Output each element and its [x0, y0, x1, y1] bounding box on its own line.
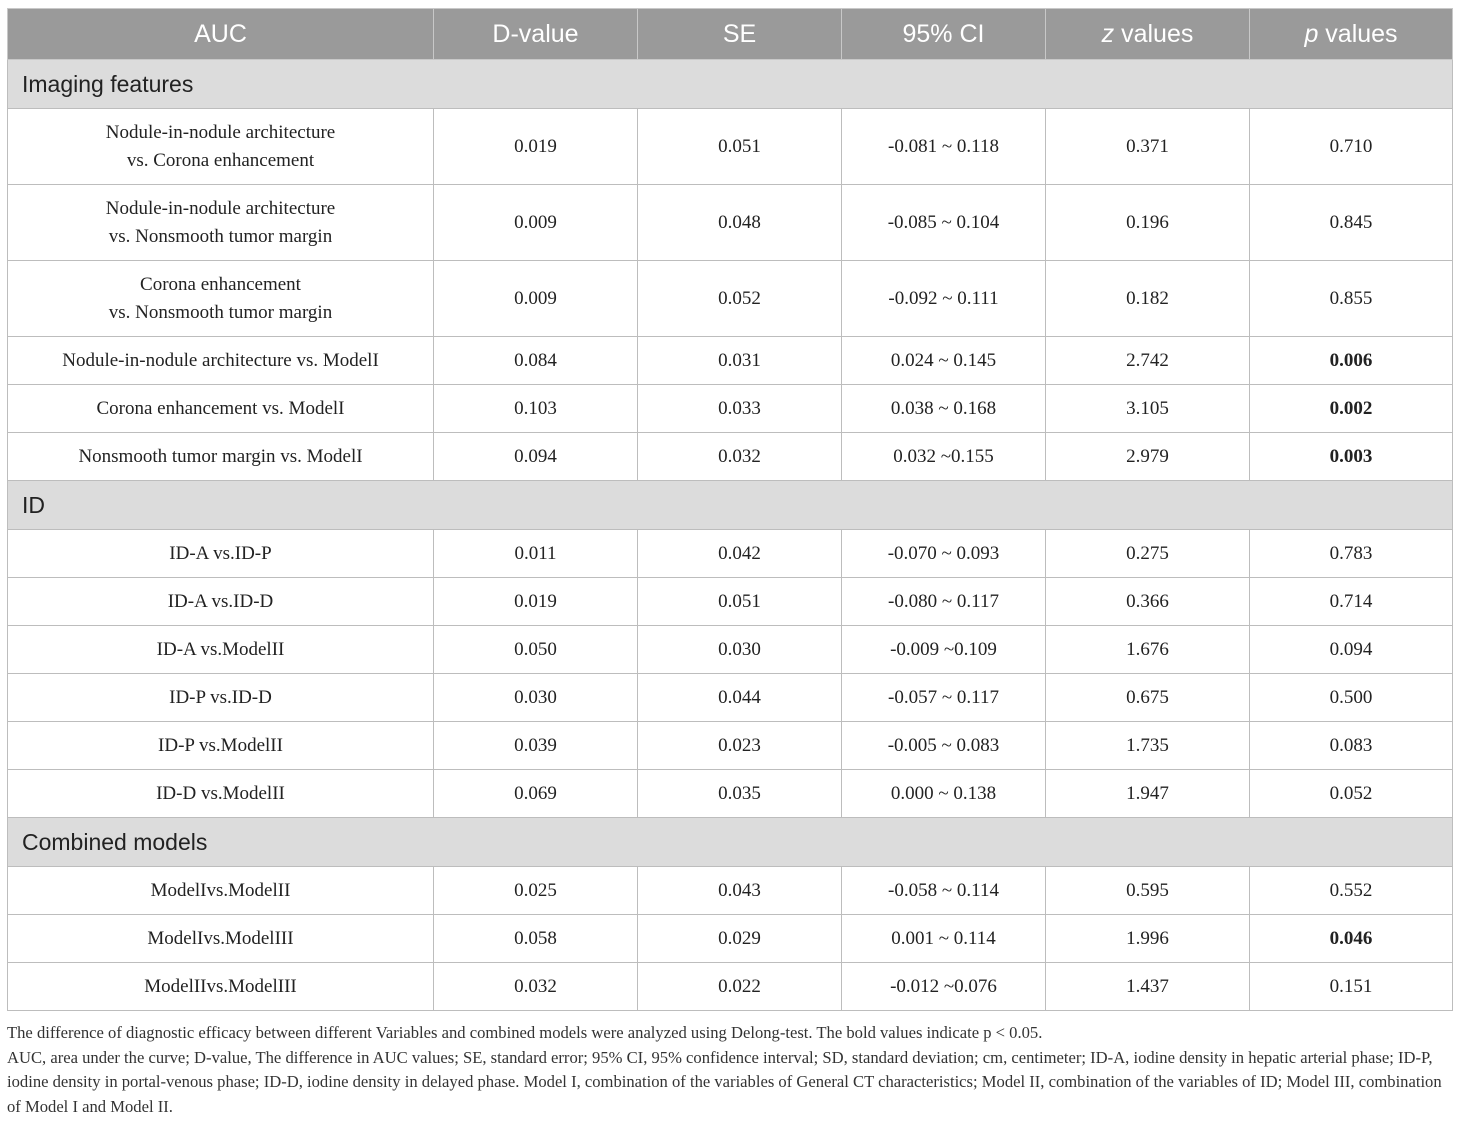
se-cell: 0.033: [638, 385, 842, 433]
comparison-cell: ModelIvs.ModelIII: [8, 915, 434, 963]
ci-cell: 0.032 ~0.155: [842, 433, 1046, 481]
ci-cell: -0.081 ~ 0.118: [842, 109, 1046, 185]
z-cell: 1.676: [1046, 626, 1250, 674]
se-cell: 0.052: [638, 261, 842, 337]
section-row: [8, 60, 1453, 109]
dvalue-cell: 0.030: [434, 674, 638, 722]
header-ci: 95% CI: [842, 9, 1046, 60]
p-cell-significant: [1250, 915, 1453, 963]
bold-p-value: 0.006: [1329, 349, 1373, 371]
se-cell: 0.044: [638, 674, 842, 722]
header-se: SE: [638, 9, 842, 60]
z-cell: 0.366: [1046, 578, 1250, 626]
comparison-line2: vs. Nonsmooth tumor margin: [108, 301, 333, 323]
z-cell: 3.105: [1046, 385, 1250, 433]
comparison-cell: ModelIIvs.ModelIII: [8, 963, 434, 1011]
z-cell: 0.182: [1046, 261, 1250, 337]
dvalue-cell: 0.009: [434, 185, 638, 261]
header-auc: AUC: [8, 9, 434, 60]
comparison-cell: ID-P vs.ID-D: [8, 674, 434, 722]
footnote-abbreviations: AUC, area under the curve; D-value, The difference in AUC values; SE, standard error; 95% CI, 95% confidence interval; SD, standard deviation; cm, centimeter; ID-A, iodine density in hepatic arterial phase; ID-P, iodine density in portal-venous phase; ID-D, iodine density in delayed phase. Model I, combination of the variables of General CT characteristics; Model II, combination of the variables of ID; Model III, combination of Model I and Model II.: [7, 1047, 1442, 1116]
dvalue-cell: 0.019: [434, 109, 638, 185]
table-row: [8, 770, 1453, 818]
table-row: [8, 385, 1453, 433]
p-cell-significant: [1250, 433, 1453, 481]
comparison-cell: ModelIvs.ModelII: [8, 867, 434, 915]
p-cell: 0.151: [1250, 963, 1453, 1011]
header-p-values: [1250, 9, 1453, 60]
table-row: [8, 915, 1453, 963]
p-cell: 0.783: [1250, 530, 1453, 578]
section-title: Combined models: [8, 818, 1453, 867]
dvalue-cell: 0.039: [434, 722, 638, 770]
dvalue-cell: 0.025: [434, 867, 638, 915]
table-row: [8, 530, 1453, 578]
bold-p-value: 0.002: [1329, 397, 1373, 419]
section-title: ID: [8, 481, 1453, 530]
table-row: [8, 109, 1453, 185]
se-cell: 0.023: [638, 722, 842, 770]
p-cell-significant: [1250, 385, 1453, 433]
se-cell: 0.043: [638, 867, 842, 915]
table-row: [8, 433, 1453, 481]
table-row: [8, 867, 1453, 915]
header-z-rest: values: [1114, 19, 1194, 48]
ci-cell: -0.058 ~ 0.114: [842, 867, 1046, 915]
ci-cell: 0.024 ~ 0.145: [842, 337, 1046, 385]
dvalue-cell: 0.084: [434, 337, 638, 385]
footnote-line1: The difference of diagnostic efficacy between different Variables and combined models were analyzed using Delong-test. The bold values indicate p < 0.05.: [7, 1023, 1043, 1042]
z-cell: 1.437: [1046, 963, 1250, 1011]
comparison-cell: [8, 185, 434, 261]
z-cell: 0.196: [1046, 185, 1250, 261]
se-cell: 0.042: [638, 530, 842, 578]
se-cell: 0.035: [638, 770, 842, 818]
p-cell: 0.714: [1250, 578, 1453, 626]
comparison-cell: ID-P vs.ModelII: [8, 722, 434, 770]
dvalue-cell: 0.050: [434, 626, 638, 674]
ci-cell: -0.092 ~ 0.111: [842, 261, 1046, 337]
comparison-cell: Corona enhancement vs. ModelI: [8, 385, 434, 433]
se-cell: 0.048: [638, 185, 842, 261]
ci-cell: -0.009 ~0.109: [842, 626, 1046, 674]
comparison-cell: Nodule-in-nodule architecture vs. ModelI: [8, 337, 434, 385]
table-row: [8, 626, 1453, 674]
z-cell: 1.735: [1046, 722, 1250, 770]
comparison-cell: ID-A vs.ID-P: [8, 530, 434, 578]
z-cell: 2.979: [1046, 433, 1250, 481]
comparison-line1: Nodule-in-nodule architecture: [105, 197, 336, 219]
ci-cell: -0.085 ~ 0.104: [842, 185, 1046, 261]
p-cell: 0.083: [1250, 722, 1453, 770]
header-row: [8, 9, 1453, 60]
ci-cell: -0.005 ~ 0.083: [842, 722, 1046, 770]
ci-cell: -0.012 ~0.076: [842, 963, 1046, 1011]
p-cell: 0.094: [1250, 626, 1453, 674]
se-cell: 0.029: [638, 915, 842, 963]
z-cell: 0.275: [1046, 530, 1250, 578]
comparison-line1: Nodule-in-nodule architecture: [105, 121, 336, 143]
comparison-line1: Corona enhancement: [140, 273, 301, 295]
ci-cell: -0.057 ~ 0.117: [842, 674, 1046, 722]
table-row: [8, 963, 1453, 1011]
table-row: [8, 185, 1453, 261]
se-cell: 0.022: [638, 963, 842, 1011]
comparison-cell: ID-A vs.ModelII: [8, 626, 434, 674]
z-cell: 1.996: [1046, 915, 1250, 963]
p-cell: 0.552: [1250, 867, 1453, 915]
dvalue-cell: 0.069: [434, 770, 638, 818]
header-z-values: [1046, 9, 1250, 60]
z-cell: 0.371: [1046, 109, 1250, 185]
header-p-rest: values: [1318, 19, 1398, 48]
table-container: [7, 8, 1452, 1011]
ci-cell: 0.000 ~ 0.138: [842, 770, 1046, 818]
header-z-italic: z: [1101, 19, 1115, 48]
dvalue-cell: 0.011: [434, 530, 638, 578]
comparison-cell: [8, 109, 434, 185]
table-row: [8, 337, 1453, 385]
se-cell: 0.030: [638, 626, 842, 674]
z-cell: 0.675: [1046, 674, 1250, 722]
comparison-cell: ID-A vs.ID-D: [8, 578, 434, 626]
ci-cell: -0.070 ~ 0.093: [842, 530, 1046, 578]
z-cell: 0.595: [1046, 867, 1250, 915]
ci-cell: 0.001 ~ 0.114: [842, 915, 1046, 963]
bold-p-value: 0.003: [1329, 445, 1373, 467]
comparison-cell: ID-D vs.ModelII: [8, 770, 434, 818]
dvalue-cell: 0.009: [434, 261, 638, 337]
dvalue-cell: 0.058: [434, 915, 638, 963]
comparison-cell: Nonsmooth tumor margin vs. ModelI: [8, 433, 434, 481]
dvalue-cell: 0.032: [434, 963, 638, 1011]
table-row: [8, 578, 1453, 626]
table-row: [8, 722, 1453, 770]
delong-test-table: [7, 8, 1453, 1011]
p-cell: 0.052: [1250, 770, 1453, 818]
table-footnote: [7, 1021, 1455, 1119]
dvalue-cell: 0.019: [434, 578, 638, 626]
p-cell-significant: [1250, 337, 1453, 385]
z-cell: 1.947: [1046, 770, 1250, 818]
se-cell: 0.051: [638, 109, 842, 185]
header-p-italic: p: [1304, 19, 1319, 48]
bold-p-value: 0.046: [1329, 927, 1373, 949]
comparison-line2: vs. Nonsmooth tumor margin: [108, 225, 333, 247]
ci-cell: 0.038 ~ 0.168: [842, 385, 1046, 433]
section-row: [8, 481, 1453, 530]
comparison-cell: [8, 261, 434, 337]
section-title: Imaging features: [8, 60, 1453, 109]
section-row: [8, 818, 1453, 867]
z-cell: 2.742: [1046, 337, 1250, 385]
header-dvalue: D-value: [434, 9, 638, 60]
dvalue-cell: 0.103: [434, 385, 638, 433]
table-row: [8, 674, 1453, 722]
comparison-line2: vs. Corona enhancement: [126, 149, 315, 171]
se-cell: 0.051: [638, 578, 842, 626]
dvalue-cell: 0.094: [434, 433, 638, 481]
se-cell: 0.032: [638, 433, 842, 481]
ci-cell: -0.080 ~ 0.117: [842, 578, 1046, 626]
p-cell: 0.845: [1250, 185, 1453, 261]
p-cell: 0.500: [1250, 674, 1453, 722]
p-cell: 0.710: [1250, 109, 1453, 185]
p-cell: 0.855: [1250, 261, 1453, 337]
se-cell: 0.031: [638, 337, 842, 385]
table-row: [8, 261, 1453, 337]
